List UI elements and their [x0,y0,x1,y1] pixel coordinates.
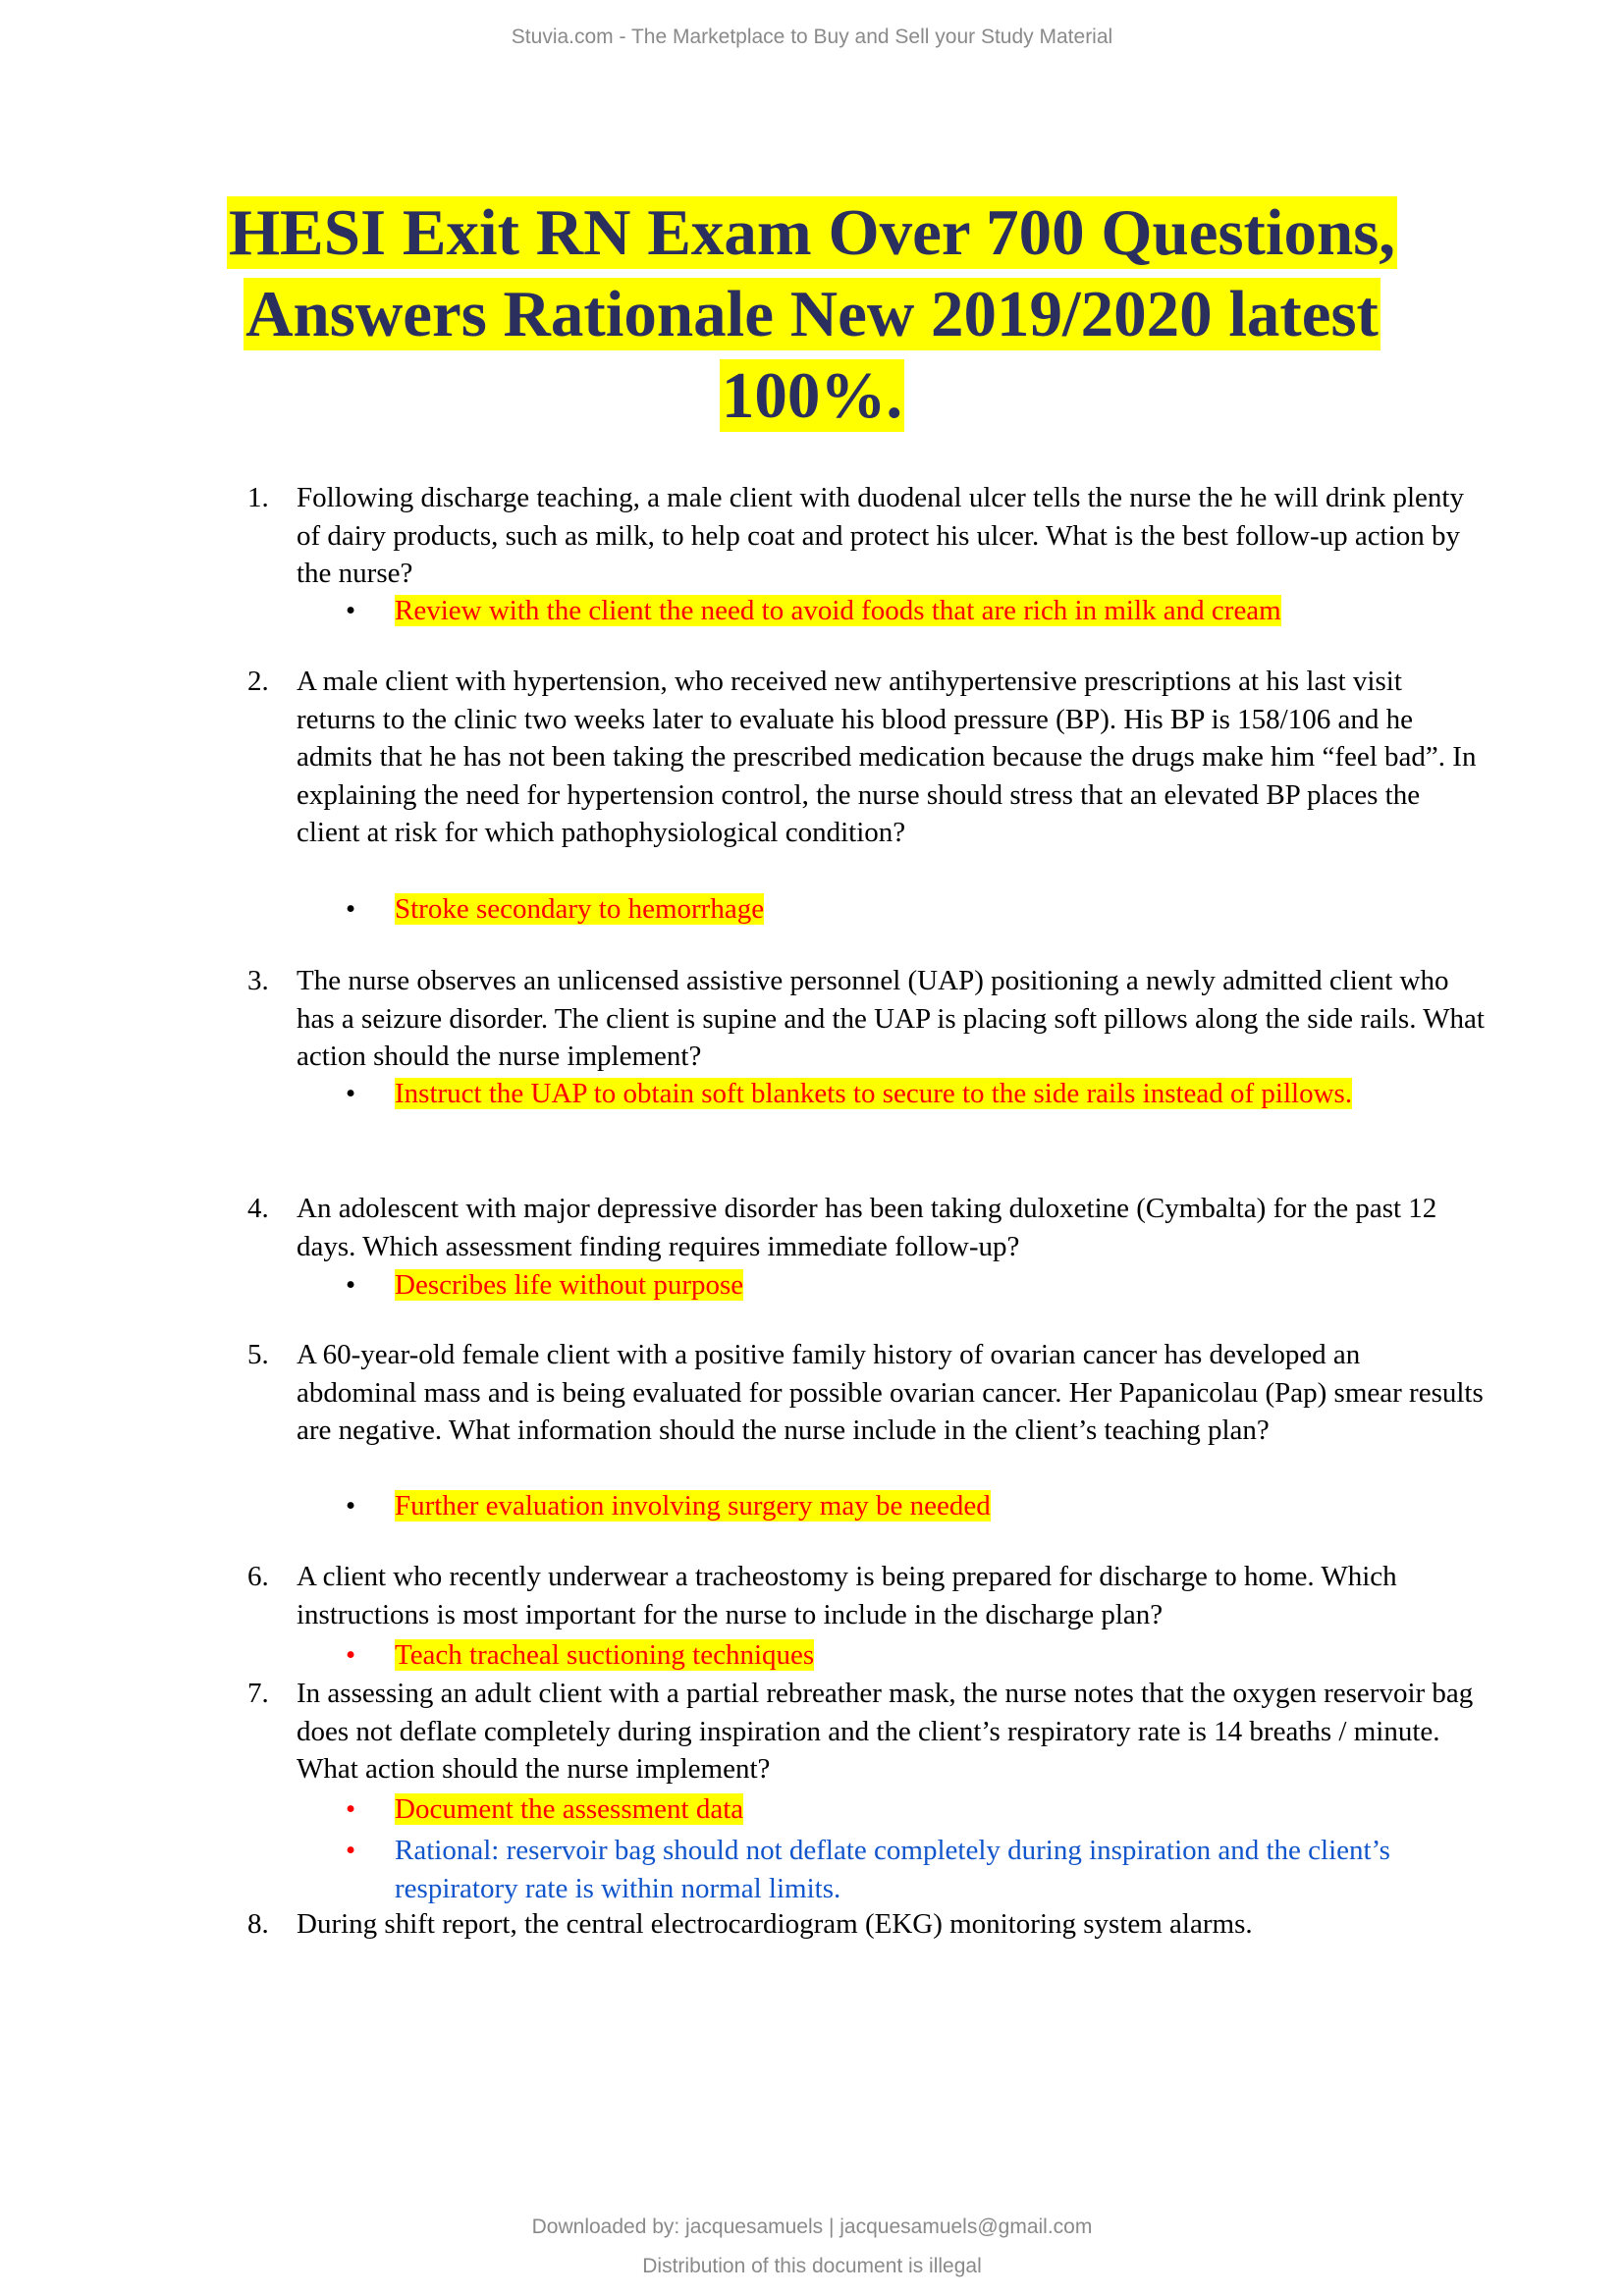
bullet-icon: • [346,893,356,925]
answer-text: Further evaluation involving surgery may be needed [395,1490,991,1522]
question-text: In assessing an adult client with a partial rebreather mask, the nurse notes that the oxygen reservoir bag does not deflate completely during inspiration and the client’s respiratory rate is 14 breaths / minute. What action should the nurse implement? [297,1678,1474,1785]
bullet-icon: • [346,1793,356,1825]
question-number: 6. [247,1561,269,1592]
answer-4 [346,1263,1426,1307]
bullet-icon: • [346,1078,356,1109]
rationale-7 [346,1832,1426,1907]
question-number: 3. [247,965,269,996]
answer-text: Review with the client the need to avoid foods that are rich in milk and cream [395,595,1281,626]
question-text: A 60-year-old female client with a positive family history of ovarian cancer has developed an abdominal mass and is being evaluated for possible ovarian cancer. Her Papanicolau (Pap) smear results are negative. What information should the nurse include in the client’s teaching plan? [297,1339,1484,1446]
answer-text: Instruct the UAP to obtain soft blankets to secure to the side rails instead of pillows. [395,1078,1353,1109]
site-header: Stuvia.com - The Marketplace to Buy and Sell your Study Material [511,26,1113,48]
answer-5 [346,1484,1426,1527]
bullet-icon: • [346,595,356,626]
question-number: 1. [247,482,269,513]
question-1 [247,479,1485,593]
answer-text: Document the assessment data [395,1793,744,1825]
footer-distribution-notice: Distribution of this document is illegal [642,2255,982,2277]
rationale-text: Rational: reservoir bag should not deflate completely during inspiration and the client’s respiratory rate is within normal limits. [395,1835,1390,1904]
question-text: An adolescent with major depressive disorder has been taking duloxetine (Cymbalta) for the past 12 days. Which assessment finding requires immediate follow-up? [297,1193,1437,1262]
question-text: During shift report, the central electrocardiogram (EKG) monitoring system alarms. [297,1908,1253,1940]
question-text: The nurse observes an unlicensed assistive personnel (UAP) positioning a newly admitted client who has a seizure disorder. The client is supine and the UAP is placing soft pillows along the side rails. What action should the nurse implement? [297,965,1485,1072]
question-7 [247,1675,1485,1789]
footer-downloaded-by: Downloaded by: jacquesamuels | jacquesamuels@gmail.com [531,2216,1093,2238]
answer-text: Teach tracheal suctioning techniques [395,1639,815,1671]
question-number: 4. [247,1193,269,1224]
answer-3 [346,1072,1396,1115]
question-4 [247,1190,1485,1265]
question-text: Following discharge teaching, a male client with duodenal ulcer tells the nurse the he will drink plenty of dairy products, such as milk, to help coat and protect his ulcer. What is the best follow-up action by the nurse? [297,482,1464,589]
question-text: A client who recently underwear a tracheostomy is being prepared for discharge to home. Which instructions is most important for the nurse to include in the discharge plan? [297,1561,1397,1630]
bullet-icon: • [346,1490,356,1522]
answer-2 [346,887,1426,931]
question-8 [247,1905,1485,1944]
bullet-icon: • [346,1269,356,1301]
question-number: 2. [247,666,269,697]
question-number: 5. [247,1339,269,1370]
answer-6 [346,1633,1426,1677]
title-line: 100%. [721,359,903,432]
question-6 [247,1558,1485,1633]
question-5 [247,1336,1485,1450]
document-title [0,192,1624,437]
answer-1 [346,589,1426,632]
question-2 [247,663,1485,852]
answer-text: Stroke secondary to hemorrhage [395,893,765,925]
bullet-icon: • [346,1639,356,1671]
answer-7 [346,1788,1426,1831]
answer-text: Describes life without purpose [395,1269,744,1301]
title-line: HESI Exit RN Exam Over 700 Questions, [228,196,1396,269]
bullet-icon: • [346,1835,356,1866]
question-text: A male client with hypertension, who received new antihypertensive prescriptions at his last visit returns to the clinic two weeks later to evaluate his blood pressure (BP). His BP is 158/106 and he admits that he has not been taking the prescribed medication because the drugs make him “feel bad”. In explaining the need for hypertension control, the nurse should stress that an elevated BP places the client at risk for which pathophysiological condition? [297,666,1477,848]
question-number: 7. [247,1678,269,1709]
title-line: Answers Rationale New 2019/2020 latest [245,278,1379,350]
question-3 [247,962,1485,1076]
question-number: 8. [247,1908,269,1940]
